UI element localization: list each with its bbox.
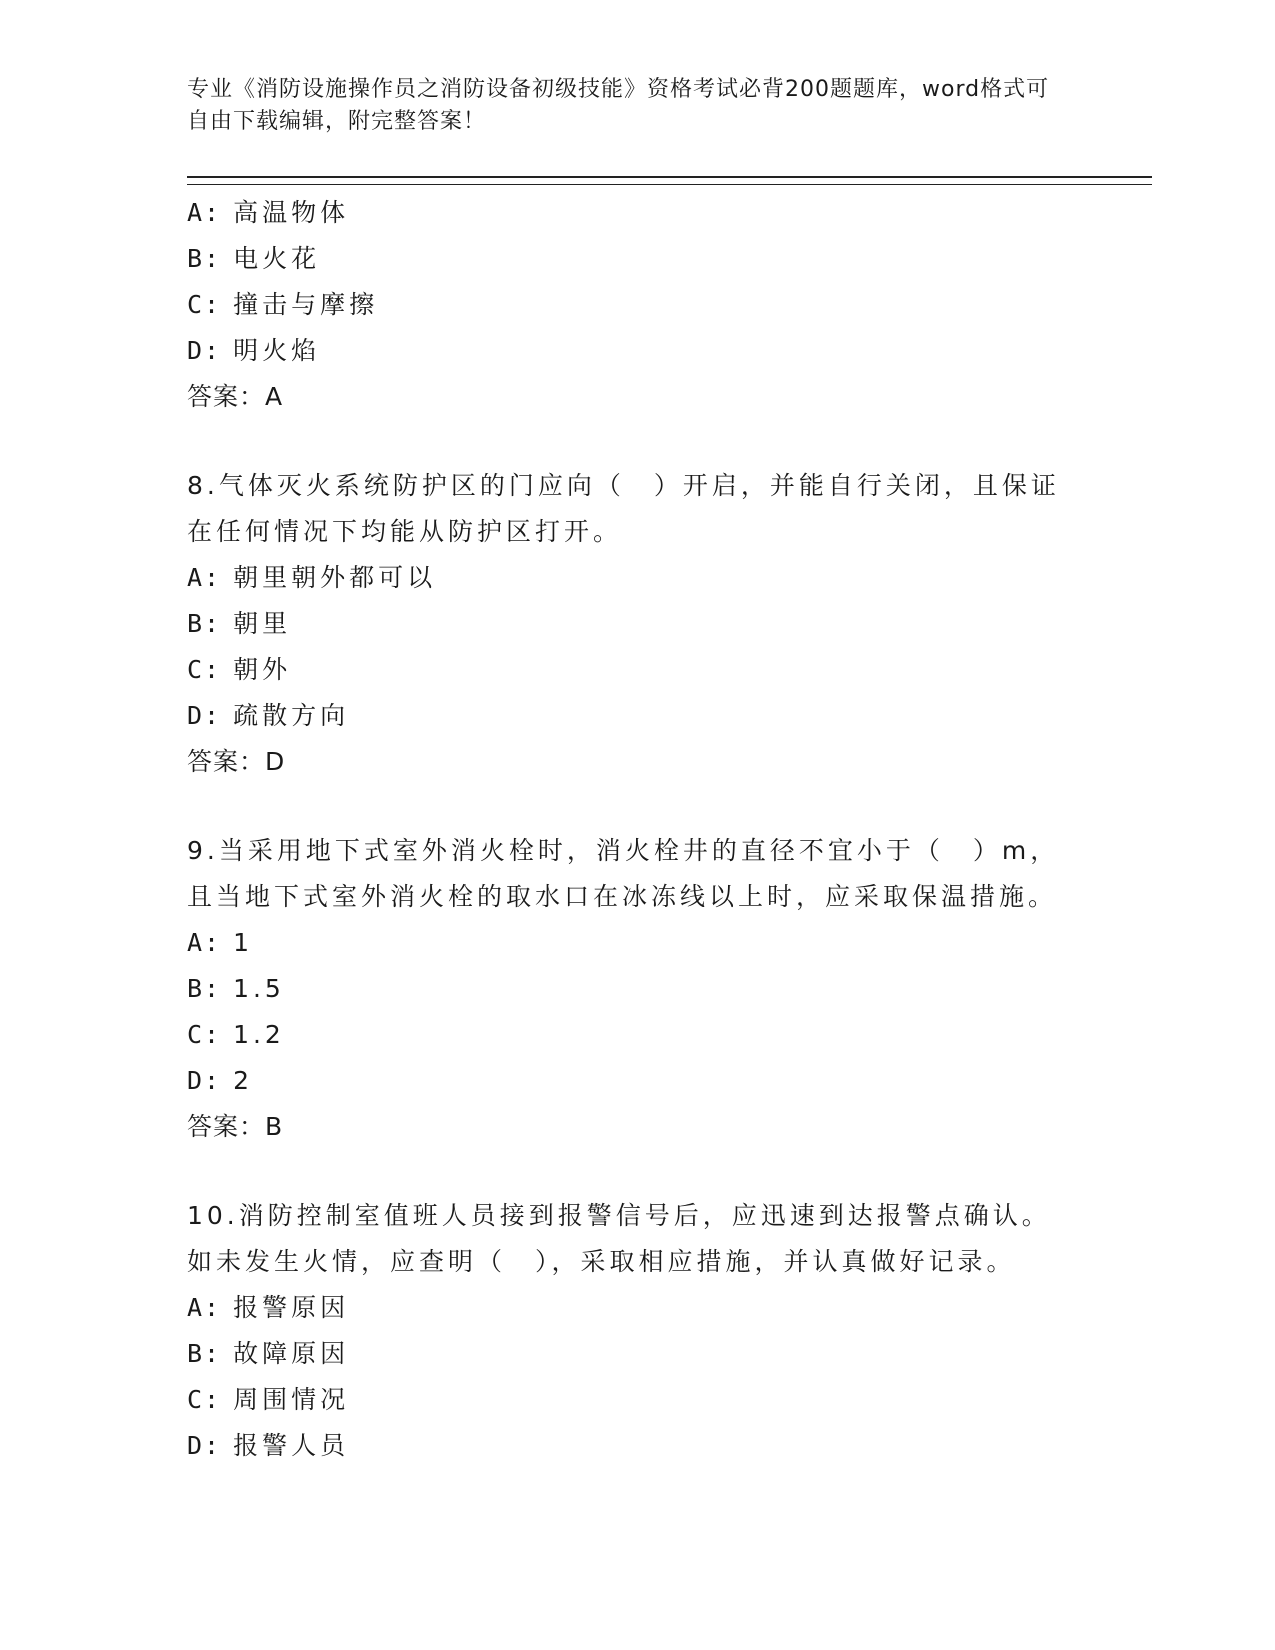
- question-8: [187, 463, 1087, 785]
- option-d: D: 报警人员: [187, 1431, 350, 1460]
- question-text: 8.气体灭火系统防护区的门应向（ ）开启，并能自行关闭，且保证在任何情况下均能从防护区打开。: [187, 471, 1060, 546]
- header-divider: [187, 176, 1152, 185]
- option-b: B: 故障原因: [187, 1339, 350, 1368]
- option-a: A: 报警原因: [187, 1293, 350, 1322]
- question-list: [187, 190, 1087, 1469]
- document-header: 专业《消防设施操作员之消防设备初级技能》资格考试必背200题题库，word格式可自由下载编辑，附完整答案！: [187, 77, 1050, 134]
- option-a: A: 朝里朝外都可以: [187, 563, 437, 592]
- answer-line: 答案：D: [187, 747, 286, 776]
- option-c: C: 朝外: [187, 655, 292, 684]
- option-d: D: 2: [187, 1066, 253, 1095]
- option-c: C: 周围情况: [187, 1385, 350, 1414]
- option-a: A: 1: [187, 928, 253, 957]
- option-c: C: 1.2: [187, 1020, 285, 1049]
- option-a: A: 高温物体: [187, 198, 350, 227]
- question-text: 10.消防控制室值班人员接到报警信号后，应迅速到达报警点确认。如未发生火情，应查明（ ），采取相应措施，并认真做好记录。: [187, 1201, 1051, 1276]
- option-b: B: 1.5: [187, 974, 285, 1003]
- question-fragment: [187, 190, 1087, 420]
- question-text: 9.当采用地下式室外消火栓时，消火栓井的直径不宜小于（ ）m，且当地下式室外消火栓的取水口在冰冻线以上时，应采取保温措施。: [187, 836, 1060, 911]
- option-b: B: 电火花: [187, 244, 321, 273]
- option-b: B: 朝里: [187, 609, 292, 638]
- question-10: [187, 1193, 1087, 1469]
- question-9: [187, 828, 1087, 1150]
- answer-line: 答案：A: [187, 382, 284, 411]
- option-d: D: 明火焰: [187, 336, 321, 365]
- answer-line: 答案：B: [187, 1112, 284, 1141]
- option-c: C: 撞击与摩擦: [187, 290, 379, 319]
- option-d: D: 疏散方向: [187, 701, 350, 730]
